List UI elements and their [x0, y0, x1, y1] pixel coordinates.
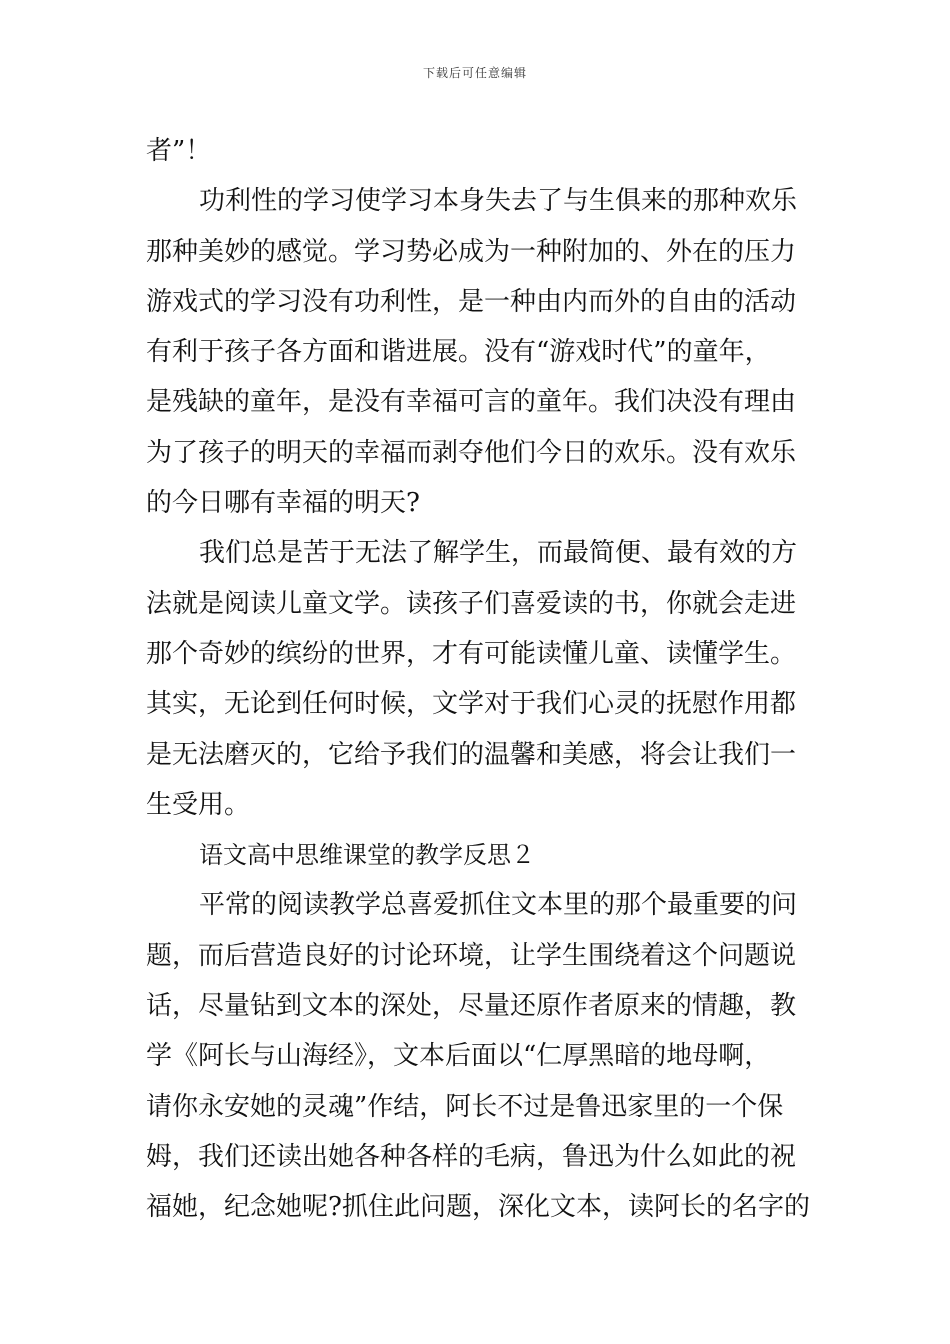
- text-line: 其实，无论到任何时候，文学对于我们心灵的抚慰作用都: [146, 689, 797, 720]
- text-line: 姆，我们还读出她各种各样的毛病，鲁迅为什么如此的祝: [146, 1141, 797, 1172]
- text-line: 的今日哪有幸福的明天?: [146, 488, 420, 519]
- text-line: 话，尽量钻到文本的深处，尽量还原作者原来的情趣，教: [146, 991, 797, 1022]
- text-line: 有利于孩子各方面和谐进展。没有“游戏时代”的童年，: [146, 337, 771, 368]
- paragraph-start-line: 我们总是苦于无法了解学生，而最简便、最有效的方: [199, 538, 798, 569]
- document-body: [146, 126, 816, 1233]
- text-line: 者”！: [146, 136, 212, 166]
- text-line: 是残缺的童年，是没有幸福可言的童年。我们决没有理由: [146, 387, 797, 418]
- text-line: 那种美妙的感觉。学习势必成为一种附加的、外在的压力: [146, 236, 797, 267]
- text-line: 福她，纪念她呢?抓住此问题，深化文本，读阿长的名字的: [146, 1192, 810, 1223]
- text-line: 法就是阅读儿童文学。读孩子们喜爱读的书，你就会走进: [146, 588, 797, 619]
- text-line: 请你永安她的灵魂”作结，阿长不过是鲁迅家里的一个保: [146, 1091, 784, 1122]
- text-line: 游戏式的学习没有功利性，是一种由内而外的自由的活动: [146, 286, 797, 317]
- text-line: 那个奇妙的缤纷的世界，才有可能读懂儿童、读懂学生。: [146, 638, 797, 669]
- text-line: 是无法磨灭的，它给予我们的温馨和美感，将会让我们一: [146, 739, 797, 770]
- paragraph-start-line: 平常的阅读教学总喜爱抓住文本里的那个最重要的问: [199, 890, 798, 921]
- text-line: 学《阿长与山海经》，文本后面以“仁厚黑暗的地母啊，: [146, 1041, 771, 1072]
- text-line: 题，而后营造良好的讨论环境，让学生围绕着这个问题说: [146, 940, 797, 971]
- text-line: 为了孩子的明天的幸福而剥夺他们今日的欢乐。没有欢乐: [146, 437, 797, 468]
- page-header: 下载后可任意编辑: [422, 66, 527, 80]
- text-line: 生受用。: [146, 789, 251, 820]
- paragraph-start-line: 功利性的学习使学习本身失去了与生俱来的那种欢乐: [199, 186, 798, 217]
- section-heading: 语文高中思维课堂的教学反思２: [199, 841, 535, 870]
